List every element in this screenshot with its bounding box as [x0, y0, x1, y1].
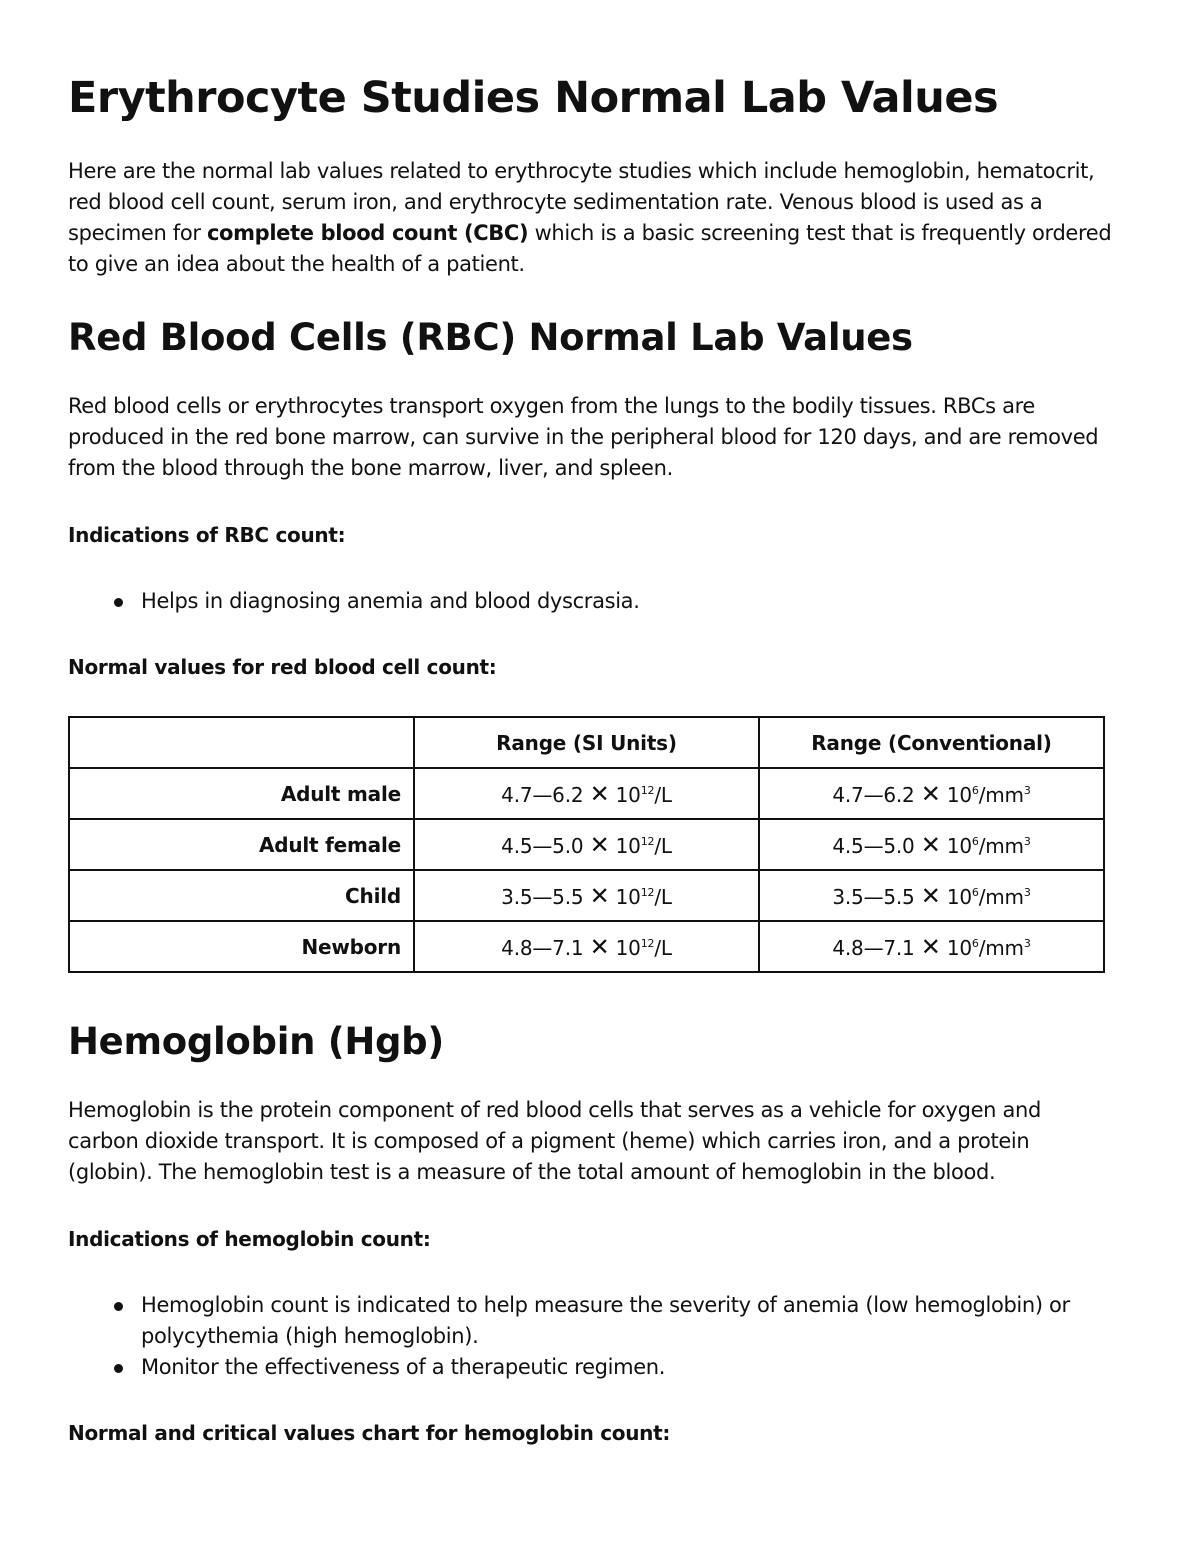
hgb-indications-label: Indications of hemoglobin count:	[68, 1227, 431, 1251]
bullet-icon	[114, 1302, 123, 1311]
hgb-chart-label: Normal and critical values chart for hemoglobin count:	[68, 1421, 671, 1445]
hgb-section-heading: Hemoglobin (Hgb)	[68, 1020, 444, 1063]
list-item: Monitor the effectiveness of a therapeutic regimen.	[141, 1352, 1111, 1383]
rbc-normal-values-label: Normal values for red blood cell count:	[68, 655, 497, 679]
rbc-section-heading: Red Blood Cells (RBC) Normal Lab Values	[68, 316, 913, 359]
table-header-row	[69, 717, 1104, 768]
row-label: Adult male	[69, 768, 414, 819]
table-header-conventional: Range (Conventional)	[759, 717, 1104, 768]
table-row	[69, 870, 1104, 921]
conventional-range-cell: 4.8—7.1 ✕ $10^6/mm^3$	[759, 921, 1104, 972]
row-label: Child	[69, 870, 414, 921]
intro-text-start: Here are the normal lab values related to erythrocyte studies which include hemoglobin, hematocrit, red blood cell count, serum iron, and erythrocyte sedimentation rate. Venous blood is used as a specimen for	[68, 159, 1095, 245]
bullet-icon	[114, 1364, 123, 1373]
page-title: Erythrocyte Studies Normal Lab Values	[68, 73, 999, 123]
table-row	[69, 921, 1104, 972]
hgb-indications-list	[68, 1290, 1111, 1383]
table-header-blank	[69, 717, 414, 768]
rbc-values-table	[68, 716, 1105, 973]
hgb-description: Hemoglobin is the protein component of red blood cells that serves as a vehicle for oxygen and carbon dioxide transport. It is composed of a pigment (heme) which carries iron, and a protein (globin). The hemoglobin test is a measure of the total amount of hemoglobin in the blood.	[68, 1098, 1041, 1184]
table-header-si: Range (SI Units)	[414, 717, 759, 768]
intro-text-end: which is a basic screening test that is frequently ordered to give an idea about the health of a patient.	[68, 221, 1112, 276]
conventional-range-cell: 4.7—6.2 ✕ $10^6/mm^3$	[759, 768, 1104, 819]
si-range-cell: 4.5—5.0 ✕ $10^{12}/L$	[414, 819, 759, 870]
row-label: Adult female	[69, 819, 414, 870]
list-item: Helps in diagnosing anemia and blood dyscrasia.	[141, 586, 640, 617]
conventional-range-cell: 4.5—5.0 ✕ $10^6/mm^3$	[759, 819, 1104, 870]
si-range-cell: 4.8—7.1 ✕ $10^{12}/L$	[414, 921, 759, 972]
table-row	[69, 819, 1104, 870]
bullet-icon	[114, 598, 123, 607]
intro-bold-term: complete blood count (CBC)	[206, 221, 529, 245]
conventional-range-cell: 3.5—5.5 ✕ $10^6/mm^3$	[759, 870, 1104, 921]
intro-paragraph	[68, 156, 1126, 280]
rbc-indications-list	[68, 586, 640, 617]
rbc-description: Red blood cells or erythrocytes transport oxygen from the lungs to the bodily tissues. RBCs are produced in the red bone marrow, can survive in the peripheral blood for 120 days, and are removed from the blood through the bone marrow, liver, and spleen.	[68, 394, 1099, 480]
si-range-cell: 4.7—6.2 ✕ $10^{12}/L$	[414, 768, 759, 819]
table-row	[69, 768, 1104, 819]
rbc-indications-label: Indications of RBC count:	[68, 523, 346, 547]
si-range-cell: 3.5—5.5 ✕ $10^{12}/L$	[414, 870, 759, 921]
list-item: Hemoglobin count is indicated to help measure the severity of anemia (low hemoglobin) or polycythemia (high hemoglobin).	[141, 1290, 1111, 1352]
row-label: Newborn	[69, 921, 414, 972]
